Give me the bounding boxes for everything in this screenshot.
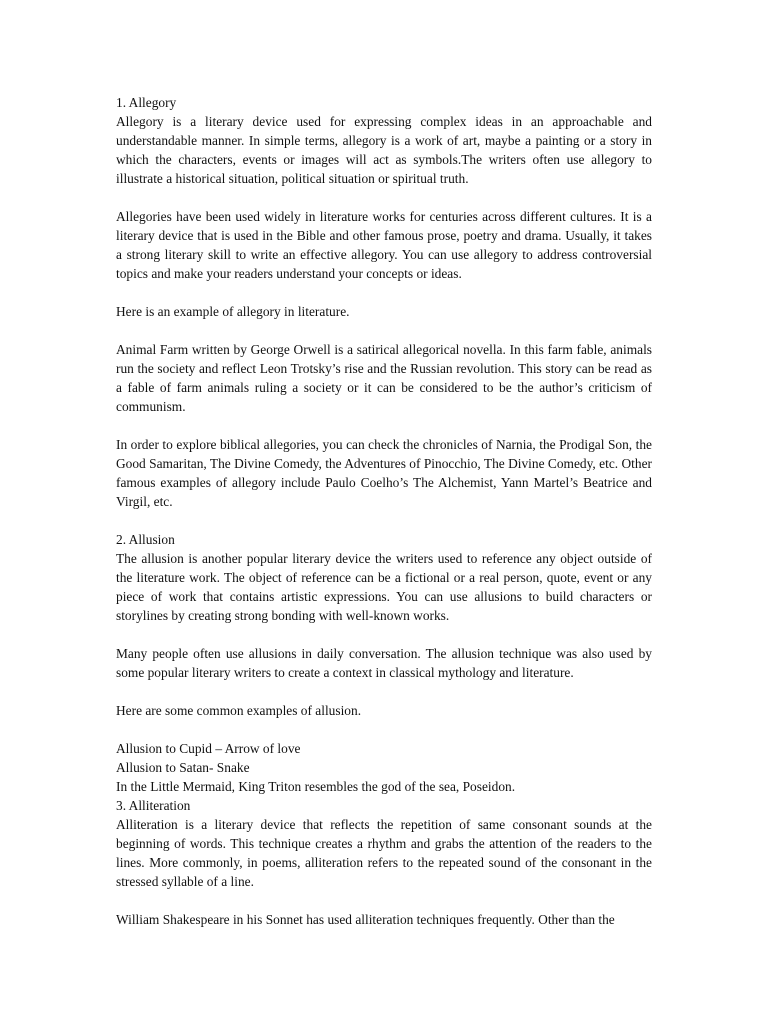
alliteration-paragraph-2: William Shakespeare in his Sonnet has used alliteration techniques frequently. Other than the <box>116 912 615 927</box>
allusion-paragraph-1: The allusion is another popular literary device the writers used to reference any object outside of the literature work. The object of reference can be a fictional or a real person, quote, event or any piece of work that contains artistic expressions. You can use allusions to build characters or storylines by creating strong bonding with well-known works. <box>116 551 652 623</box>
allusion-example: In the Little Mermaid, King Triton resembles the god of the sea, Poseidon. <box>116 779 516 794</box>
allusion-paragraph-3: Here are some common examples of allusion. <box>116 703 362 718</box>
allegory-paragraph-1: Allegory is a literary device used for expressing complex ideas in an approachable and understandable manner. In simple terms, allegory is a work of art, maybe a painting or a story in which the characters, events or images will act as symbols.The writers often use allegory to illustrate a historical situation, political situation or spiritual truth. <box>116 114 652 186</box>
section-heading-allegory: 1. Allegory <box>116 95 177 110</box>
document-page <box>116 93 652 948</box>
allusion-example: Allusion to Cupid – Arrow of love <box>116 741 301 756</box>
allusion-example: Allusion to Satan- Snake <box>116 760 250 775</box>
allusion-paragraph-2: Many people often use allusions in daily conversation. The allusion technique was also used by some popular literary writers to create a context in classical mythology and literature. <box>116 646 652 680</box>
allegory-paragraph-4: Animal Farm written by George Orwell is a satirical allegorical novella. In this farm fable, animals run the society and reflect Leon Trotsky’s rise and the Russian revolution. This story can be read as a fable of farm animals ruling a society or it can be considered to be the author’s criticism of communism. <box>116 342 652 414</box>
allegory-paragraph-2: Allegories have been used widely in literature works for centuries across different cultures. It is a literary device that is used in the Bible and other famous prose, poetry and drama. Usually, it takes a strong literary skill to write an effective allegory. You can use allegory to address controversial topics and make your readers understand your concepts or ideas. <box>116 209 652 281</box>
alliteration-paragraph-1: Alliteration is a literary device that reflects the repetition of same consonant sounds at the beginning of words. This technique creates a rhythm and grabs the attention of the readers to the lines. More commonly, in poems, alliteration refers to the repeated sound of the consonant in the stressed syllable of a line. <box>116 817 652 889</box>
section-heading-allusion: 2. Allusion <box>116 532 175 547</box>
allegory-paragraph-5: In order to explore biblical allegories, you can check the chronicles of Narnia, the Prodigal Son, the Good Samaritan, The Divine Comedy, the Adventures of Pinocchio, The Divine Comedy, etc. Other famous examples of allegory include Paulo Coelho’s The Alchemist, Yann Martel’s Beatrice and Virgil, etc. <box>116 437 652 509</box>
allegory-paragraph-3: Here is an example of allegory in literature. <box>116 304 350 319</box>
section-heading-alliteration: 3. Alliteration <box>116 798 191 813</box>
